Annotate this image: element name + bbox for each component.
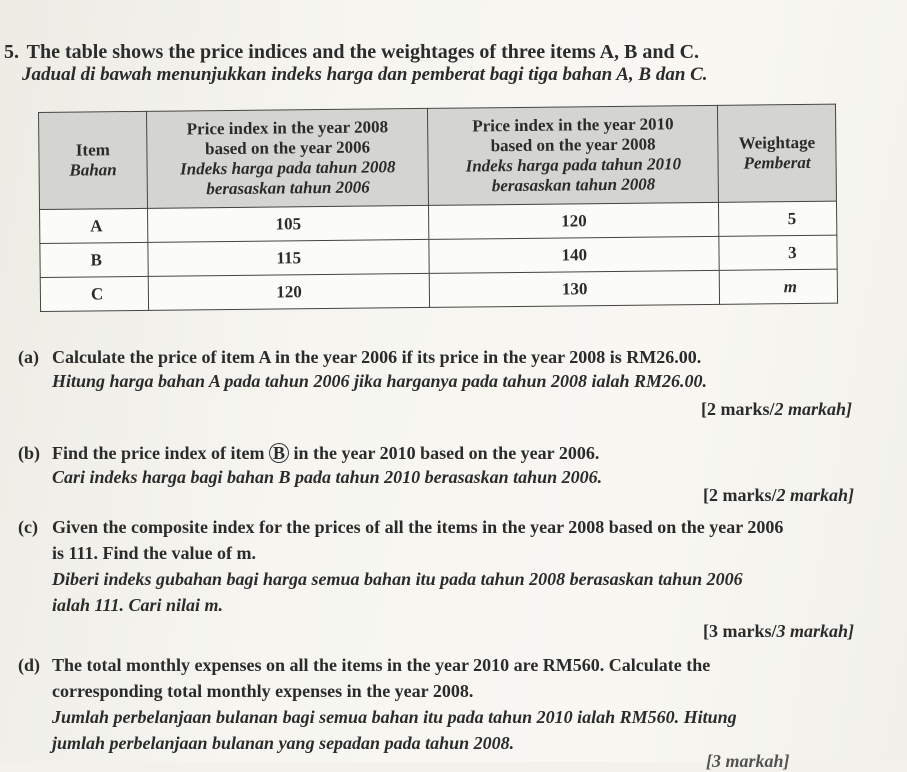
part-d-english-2: corresponding total monthly expenses in the year 2008.	[52, 681, 474, 701]
part-c-english-2: is 111. Find the value of m.	[52, 543, 257, 563]
part-c-marks-en: [3 marks/	[703, 621, 777, 641]
header-weight-en: Weightage	[738, 132, 816, 153]
part-a-label: (a)	[18, 347, 39, 367]
part-d-label: (d)	[18, 655, 40, 675]
header-pi2008-en-1: Price index in the year 2008	[186, 117, 389, 139]
part-d-en-text-1: The total monthly expenses on all the items in the year 2010 are RM560. Calculate the	[52, 655, 711, 675]
cell-index-2008: 115	[148, 239, 430, 276]
table-header-row	[39, 104, 837, 209]
header-pi2010-ms-2: berasaskan tahun 2008	[491, 174, 656, 196]
cell-index-2010: 130	[430, 270, 720, 307]
header-pi2008-ms-1: Indeks harga pada tahun 2008	[180, 157, 396, 179]
header-price-index-2008	[146, 108, 429, 208]
header-pi2010-en-1: Price index in the year 2010	[472, 114, 674, 136]
cell-item: A	[40, 208, 148, 243]
header-pi2008-ms-2: berasaskan tahun 2006	[206, 177, 370, 199]
part-c-label: (c)	[18, 517, 38, 537]
part-c-marks-ms: 3 markah]	[776, 621, 855, 641]
header-pi2008-en-2: based on the year 2006	[204, 137, 371, 159]
cell-weightage: 5	[719, 201, 837, 236]
header-weightage	[717, 104, 836, 202]
part-a-malay: Hitung harga bahan A pada tahun 2006 jika harganya pada tahun 2008 ialah RM26.00.	[52, 371, 708, 391]
part-b-malay: Cari indeks harga bagi bahan B pada tahun 2010 berasaskan tahun 2006.	[52, 467, 603, 487]
question-intro-english	[4, 40, 699, 64]
cell-index-2010: 140	[429, 236, 719, 273]
part-d-english-1	[18, 654, 710, 676]
part-c-en-text-1: Given the composite index for the prices of all the items in the year 2008 based on the year 2006	[52, 517, 784, 537]
header-item-en: Item	[75, 140, 110, 160]
cell-index-2010: 120	[429, 202, 719, 239]
part-c-malay-2: ialah 111. Cari nilai m.	[52, 595, 224, 615]
header-pi2010-en-2: based on the year 2008	[490, 134, 656, 156]
part-a-english	[18, 346, 701, 368]
question-number: 5.	[4, 41, 19, 63]
part-b-en-post: in the year 2010 based on the year 2006.	[289, 443, 600, 463]
price-index-table	[38, 104, 838, 312]
cell-item: B	[40, 242, 148, 277]
part-c-marks	[703, 620, 854, 642]
cell-weightage: 3	[719, 235, 837, 270]
header-item-ms: Bahan	[69, 160, 117, 180]
cell-index-2008: 120	[148, 273, 430, 310]
part-c-malay-1: Diberi indeks gubahan bagi harga semua bahan itu pada tahun 2008 berasaskan tahun 2006	[52, 569, 743, 589]
header-pi2010-ms-1: Indeks harga pada tahun 2010	[465, 154, 682, 176]
part-d-malay-1: Jumlah perbelanjaan bulanan bagi semua bahan itu pada tahun 2010 ialah RM560. Hitung	[52, 707, 737, 727]
part-b-circled-letter: B	[269, 443, 289, 463]
part-b-english	[18, 442, 599, 464]
part-a-marks-en: [2 marks/	[701, 399, 775, 419]
header-price-index-2010	[428, 105, 719, 205]
cell-weightage: m	[719, 269, 837, 304]
part-d-marks: [3 markah]	[706, 751, 790, 771]
part-b-en-pre: Find the price index of item	[52, 443, 269, 463]
part-a-en-text: Calculate the price of item A in the year 2006 if its price in the year 2008 is RM26.00.	[52, 347, 702, 367]
part-b-marks	[703, 484, 854, 506]
cell-index-2008: 105	[147, 205, 429, 242]
part-b-label: (b)	[18, 443, 40, 463]
part-b-marks-en: [2 marks/	[703, 485, 777, 505]
part-a-marks-ms: 2 markah]	[774, 399, 853, 419]
header-item	[39, 111, 148, 209]
part-d-malay-2: jumlah perbelanjaan bulanan yang sepadan pada tahun 2008.	[52, 733, 515, 753]
part-a-marks	[701, 398, 852, 420]
intro-english-text: The table shows the price indices and the weightages of three items A, B and C.	[26, 41, 700, 63]
cell-item: C	[40, 276, 148, 311]
table-row	[40, 269, 837, 311]
header-weight-ms: Pemberat	[743, 152, 811, 173]
part-b-marks-ms: 2 markah]	[776, 485, 855, 505]
question-intro-malay: Jadual di bawah menunjukkan indeks harga dan pemberat bagi tiga bahan A, B dan C.	[22, 64, 708, 85]
part-c-english-1	[18, 516, 783, 538]
